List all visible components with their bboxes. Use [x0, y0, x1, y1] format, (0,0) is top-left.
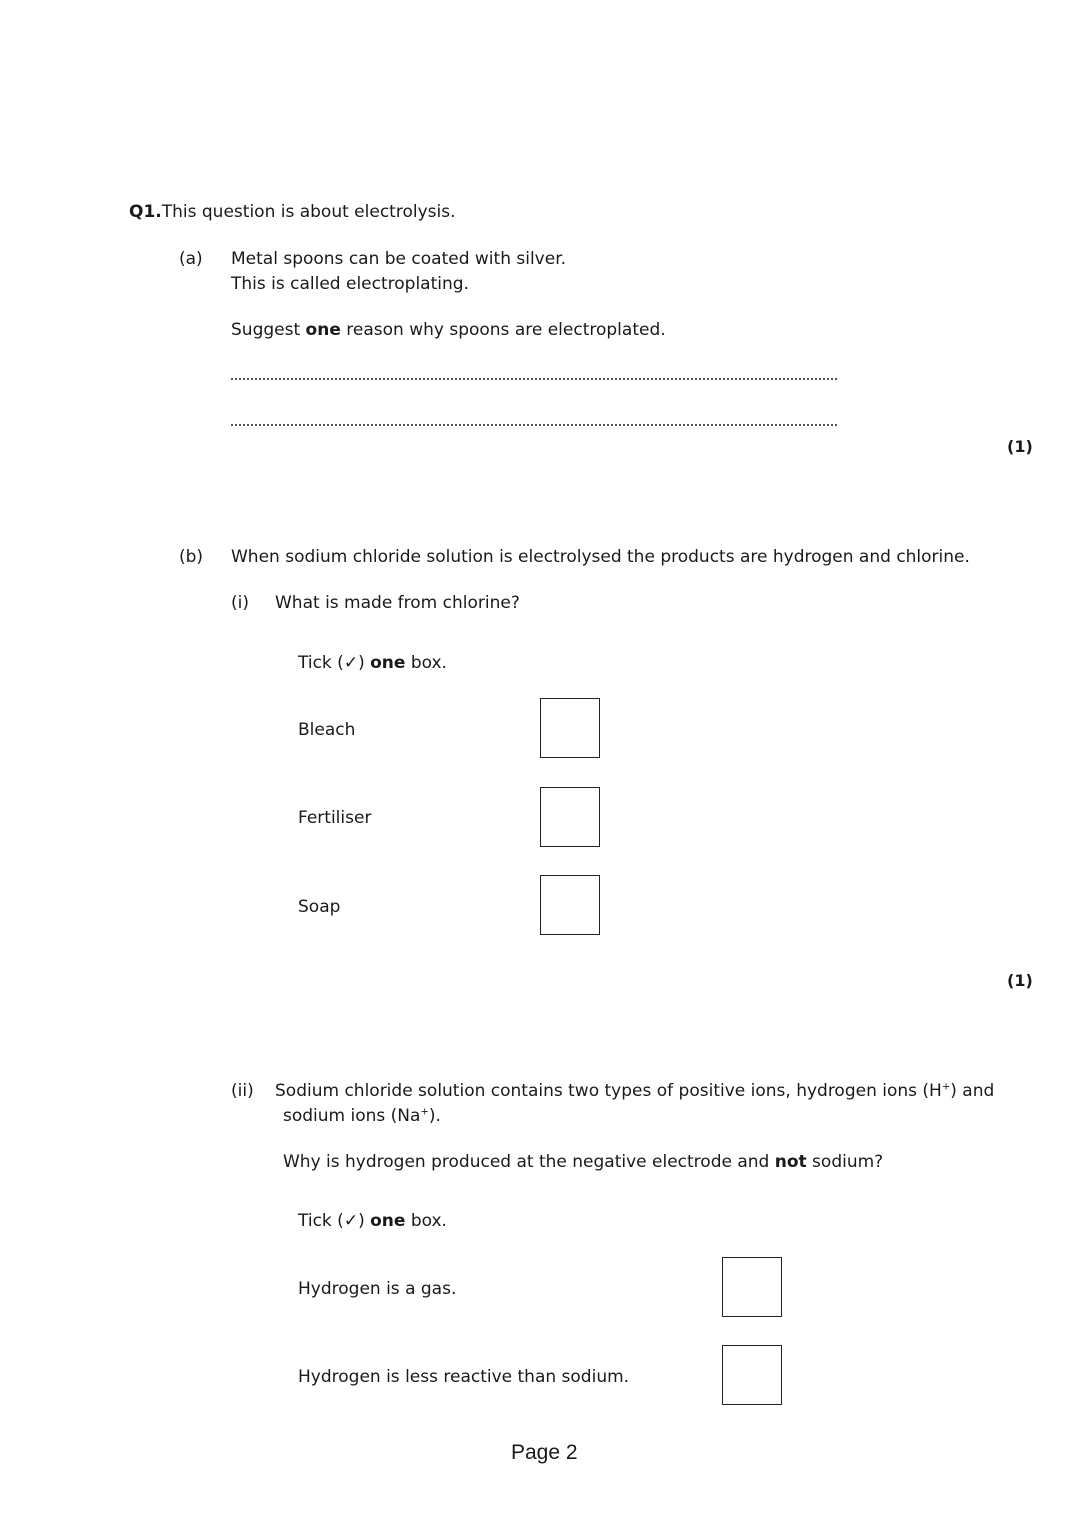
sub-ii-line1: [275, 1081, 994, 1101]
option-hydrogen-gas: Hydrogen is a gas.: [298, 1279, 457, 1299]
sub-i-label: (i): [231, 593, 249, 613]
sub-ii-line2: [283, 1106, 441, 1126]
tick-text: ): [358, 653, 371, 673]
tick-text: box.: [405, 653, 447, 673]
tick-emphasis: one: [370, 653, 406, 673]
sub-ii-tick-instruction: [298, 1211, 447, 1231]
checkbox-hydrogen-gas[interactable]: [722, 1257, 782, 1317]
answer-line-1[interactable]: [231, 378, 837, 380]
checkbox-fertiliser[interactable]: [540, 787, 600, 847]
page-number: Page 2: [511, 1441, 578, 1464]
prompt-text: Suggest: [231, 320, 306, 340]
part-a-line1: Metal spoons can be coated with silver.: [231, 249, 567, 269]
prompt-emphasis: one: [305, 320, 341, 340]
tick-icon: ✓: [343, 653, 359, 673]
sub-ii-question: [283, 1152, 883, 1172]
part-a-prompt: [231, 320, 666, 340]
sub-ii-label: (ii): [231, 1081, 254, 1101]
part-a-line2: This is called electroplating.: [231, 274, 469, 294]
question-text: Why is hydrogen produced at the negative electrode and: [283, 1152, 775, 1172]
ions-text: sodium ions (Na: [283, 1106, 421, 1126]
part-a-marks: (1): [1007, 437, 1033, 456]
tick-icon: ✓: [343, 1211, 359, 1231]
question-header: [129, 202, 455, 222]
tick-text: Tick (: [298, 653, 344, 673]
charge-superscript: +: [941, 1081, 951, 1093]
charge-superscript: +: [420, 1106, 429, 1118]
question-number: Q1.: [129, 202, 162, 222]
tick-text: ): [358, 1211, 371, 1231]
option-bleach: Bleach: [298, 720, 356, 740]
option-fertiliser: Fertiliser: [298, 808, 372, 828]
option-soap: Soap: [298, 897, 341, 917]
part-b-intro: When sodium chloride solution is electrolysed the products are hydrogen and chlorine.: [231, 547, 970, 567]
sub-i-tick-instruction: [298, 653, 447, 673]
ions-text: Sodium chloride solution contains two types of positive ions, hydrogen ions (H: [275, 1081, 942, 1101]
part-b-label: (b): [179, 547, 204, 567]
ions-text: ).: [428, 1106, 441, 1126]
question-emphasis: not: [774, 1152, 807, 1172]
part-a-label: (a): [179, 249, 203, 269]
tick-text: box.: [405, 1211, 447, 1231]
sub-i-question: What is made from chlorine?: [275, 593, 520, 613]
checkbox-bleach[interactable]: [540, 698, 600, 758]
checkbox-soap[interactable]: [540, 875, 600, 935]
tick-text: Tick (: [298, 1211, 344, 1231]
checkbox-hydrogen-less-reactive[interactable]: [722, 1345, 782, 1405]
ions-text: ) and: [950, 1081, 995, 1101]
tick-emphasis: one: [370, 1211, 406, 1231]
sub-i-marks: (1): [1007, 971, 1033, 990]
question-text: sodium?: [806, 1152, 884, 1172]
option-hydrogen-less-reactive: Hydrogen is less reactive than sodium.: [298, 1367, 630, 1387]
answer-line-2[interactable]: [231, 424, 837, 426]
question-intro: This question is about electrolysis.: [161, 202, 456, 222]
prompt-text: reason why spoons are electroplated.: [340, 320, 666, 340]
